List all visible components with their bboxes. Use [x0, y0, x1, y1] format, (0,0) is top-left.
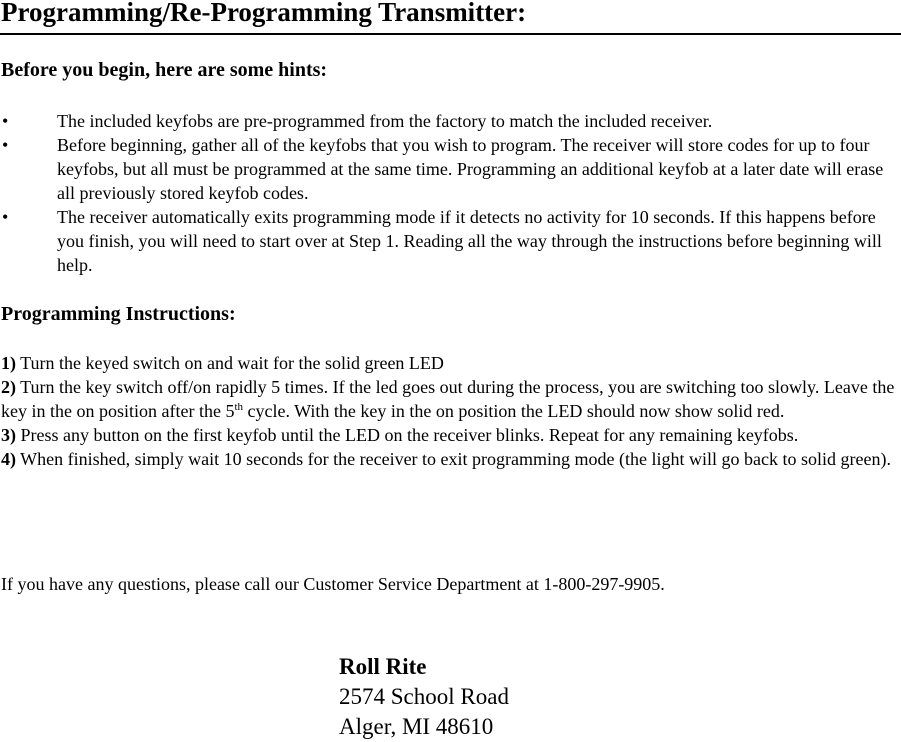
bullet-icon: • [2, 135, 9, 155]
step-number: 3) [1, 425, 16, 445]
step-item [1, 351, 901, 375]
step-item [1, 375, 901, 423]
company-name: Roll Rite [339, 654, 427, 679]
step-text: cycle. With the key in the on position the LED should now show solid red. [243, 401, 785, 421]
bullet-icon: • [2, 111, 9, 131]
step-number: 4) [1, 449, 16, 469]
hints-heading: Before you begin, here are some hints: [1, 59, 328, 81]
step-item [1, 423, 901, 447]
hint-text: The included keyfobs are pre-programmed from the factory to match the included receiver. [57, 111, 713, 131]
street-address: 2574 School Road [339, 684, 509, 709]
step-text: Turn the keyed switch on and wait for the solid green LED [16, 353, 444, 373]
hint-text: The receiver automatically exits programming mode if it detects no activity for 10 seconds. If this happens before you finish, you will need to start over at Step 1. Reading all the way through the instructions before beginning will help. [57, 207, 882, 275]
steps-list [1, 351, 901, 471]
hint-item [0, 109, 897, 133]
instructions-heading: Programming Instructions: [1, 303, 236, 325]
step-text: Press any button on the first keyfob until the LED on the receiver blinks. Repeat for any remaining keyfobs. [16, 425, 799, 445]
hint-item [0, 133, 897, 205]
hints-list [0, 109, 901, 277]
title-divider [0, 33, 901, 35]
address-block [339, 652, 509, 742]
contact-line: If you have any questions, please call our Customer Service Department at 1-800-297-9905. [1, 574, 665, 594]
page-title: Programming/Re-Programming Transmitter: [1, 0, 527, 27]
ordinal-suffix: th [234, 401, 244, 413]
hint-text: Before beginning, gather all of the keyfobs that you wish to program. The receiver will store codes for up to four keyfobs, but all must be programmed at the same time. Programming an additional keyfob at a later date will erase all previously stored keyfob codes. [57, 135, 884, 203]
hint-item [0, 205, 897, 277]
bullet-icon: • [2, 207, 9, 227]
step-text: Turn the key switch off/on rapidly 5 times. If the led goes out during the process, you are switching too slowly. Leave the key in the on position after the 5 [1, 377, 895, 421]
step-text: When finished, simply wait 10 seconds for the receiver to exit programming mode (the light will go back to solid green). [16, 449, 891, 469]
step-item [1, 447, 901, 471]
step-number: 2) [1, 377, 16, 397]
city-state-zip: Alger, MI 48610 [339, 714, 494, 739]
step-number: 1) [1, 353, 16, 373]
